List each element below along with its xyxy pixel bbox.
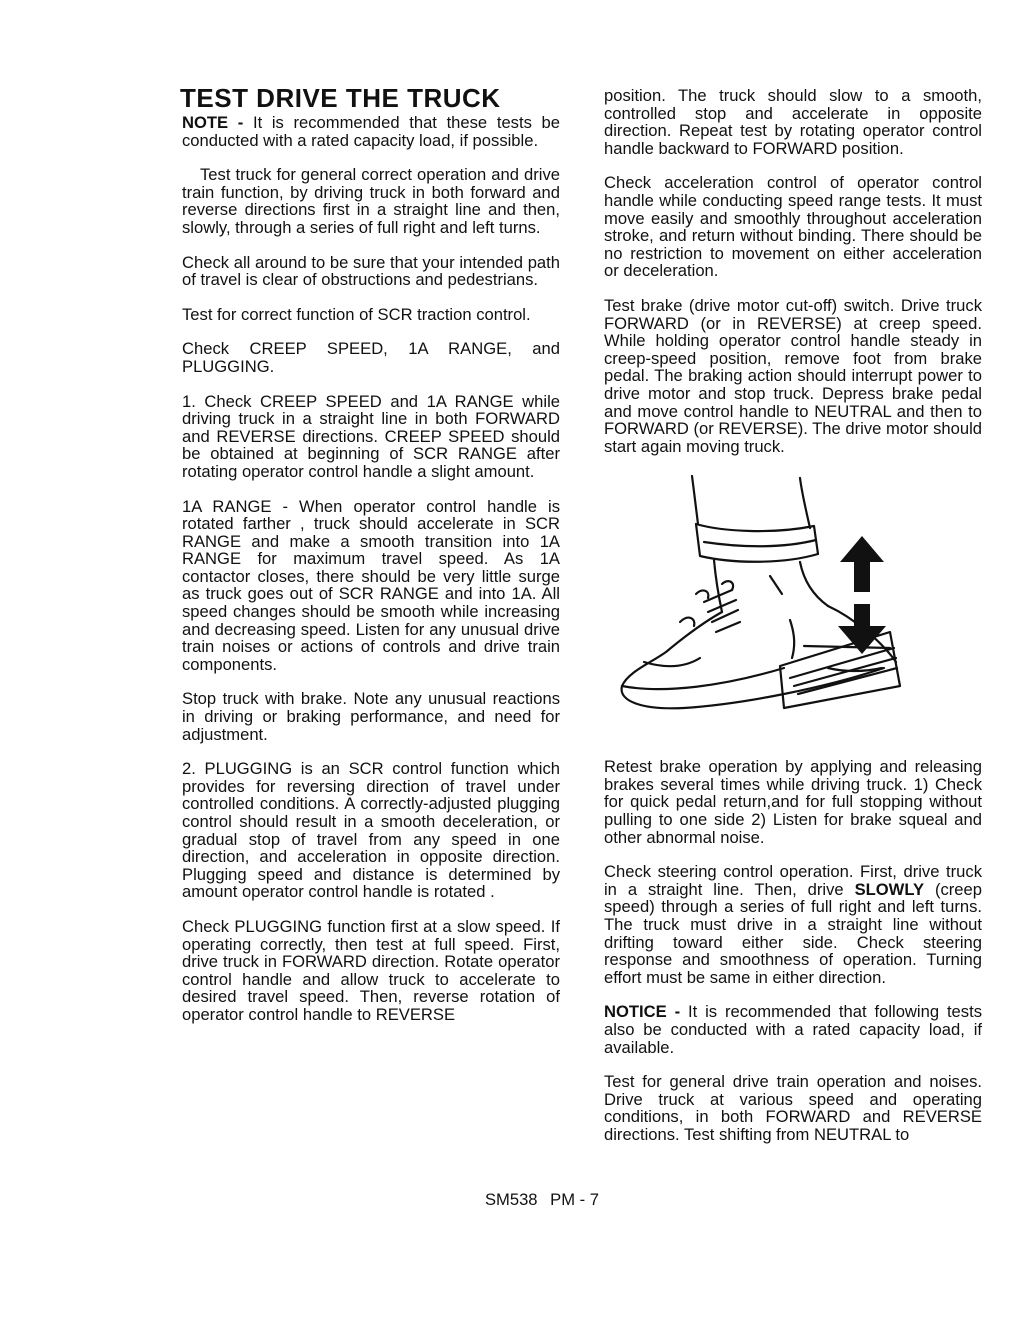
paragraph-drive-train: Test for general drive train operation and noises. Drive truck at various speed and operating conditions, in both FORWARD and REVERSE directions. Test shifting from NEUTRAL to <box>604 1072 982 1144</box>
notice-text: It is recommended that following tests also be conducted with a rated capacity load, if available. <box>604 1002 982 1057</box>
paragraph-position: position. The truck should slow to a smooth, controlled stop and accelerate in opposite direction. Repeat test by rotating operator control handle backward to FORWARD position. <box>604 86 982 158</box>
up-arrow-icon <box>840 536 884 592</box>
paragraph-scr-control: Test for correct function of SCR traction control. <box>182 304 531 324</box>
right-column <box>604 87 982 1161</box>
paragraph-check-plugging: Check PLUGGING function first at a slow speed. If operating correctly, then test at full speed. First, drive truck in FORWARD direction. Rotate operator control handle and allow truck to accelerate to desired travel speed. Then, reverse rotation of operator control handle to REVERSE <box>182 916 560 1024</box>
left-column <box>182 84 560 1041</box>
note-text: It is recommended that these tests be conducted with a rated capacity load, if possible. <box>182 113 560 150</box>
paragraph-general-operation: Test truck for general correct operation and drive train function, by driving truck in both forward and reverse directions first in a straight line and then, slowly, through a series of full right and left turns. <box>182 165 560 237</box>
foot-on-pedal-icon <box>604 472 982 734</box>
paragraph-retest-brake: Retest brake operation by applying and releasing brakes several times while driving truck. 1) Check for quick pedal return,and for full stopping without pulling to one side 2) Listen for brake squeal and other abnormal noise. <box>604 757 982 847</box>
paragraph-path-clear: Check all around to be sure that your intended path of travel is clear of obstructions and pedestrians. <box>182 252 560 290</box>
footer-code: SM538 <box>484 1190 538 1209</box>
paragraph-stop-truck: Stop truck with brake. Note any unusual reactions in driving or braking performance, and need for adjustment. <box>182 689 560 744</box>
paragraph-steering <box>604 863 982 986</box>
paragraph-plugging: 2. PLUGGING is an SCR control function which provides for reversing direction of travel under controlled conditions. A correctly-adjusted plugging control should result in a smooth deceleration, or gradual stop of travel from any speed in one direction, and acceleration in opposite direction. Plugging speed and distance is determined by amount operator control handle is rotated . <box>182 759 560 902</box>
paragraph-brake-switch: Test brake (drive motor cut-off) switch. Drive truck FORWARD (or in REVERSE) at creep speed. While holding operator control handle steady in creep-speed position, remove foot from brake pedal. The braking action should interrupt power to drive motor and stop truck. Depress brake pedal and move control handle to NEUTRAL and then to FORWARD (or REVERSE). The drive motor should start again moving truck. <box>604 295 982 456</box>
paragraph-check-creep: Check CREEP SPEED, 1A RANGE, and PLUGGING. <box>182 339 560 376</box>
note-paragraph <box>182 114 560 149</box>
steering-bold: SLOWLY <box>854 879 925 899</box>
steering-text-before: Check steering control operation. First, drive truck in a straight line. Then, drive <box>604 862 982 899</box>
page-footer <box>0 1190 1024 1210</box>
note-label: NOTE - <box>182 113 244 132</box>
page-title: TEST DRIVE THE TRUCK <box>180 83 501 113</box>
paragraph-1a-range: 1A RANGE - When operator control handle is rotated farther , truck should accelerate in SCR RANGE and make a smooth transition into 1A RANGE for maximum travel speed. As 1A contactor closes, there should be very little surge as truck goes out of SCR RANGE and into 1A. All speed changes should be smooth while increasing and decreasing speed. Listen for any unusual drive train noises or actions of controls and drive train components. <box>182 496 560 674</box>
paragraph-acceleration-control: Check acceleration control of operator control handle while conducting speed range tests. It must move easily and smoothly throughout acceleration stroke, and return without binding. There should be no restriction to movement on either acceleration or deceleration. <box>604 173 982 281</box>
paragraph-creep-speed: 1. Check CREEP SPEED and 1A RANGE while driving truck in a straight line in both FORWARD and REVERSE directions. CREEP SPEED should be obtained at beginning of SCR RANGE after rotating operator control handle a slight amount. <box>182 391 560 481</box>
notice-label: NOTICE - <box>604 1002 681 1022</box>
foot-pedal-illustration <box>604 472 982 734</box>
footer-page-number: PM - 7 <box>550 1190 600 1209</box>
notice-paragraph <box>604 1003 982 1056</box>
steering-text-after: (creep speed) through a series of full right and left turns. The truck must drive in a straight line without drifting toward either side. Check steering response and smoothness of operation. Turning effort must be same in either direction. <box>604 879 982 987</box>
